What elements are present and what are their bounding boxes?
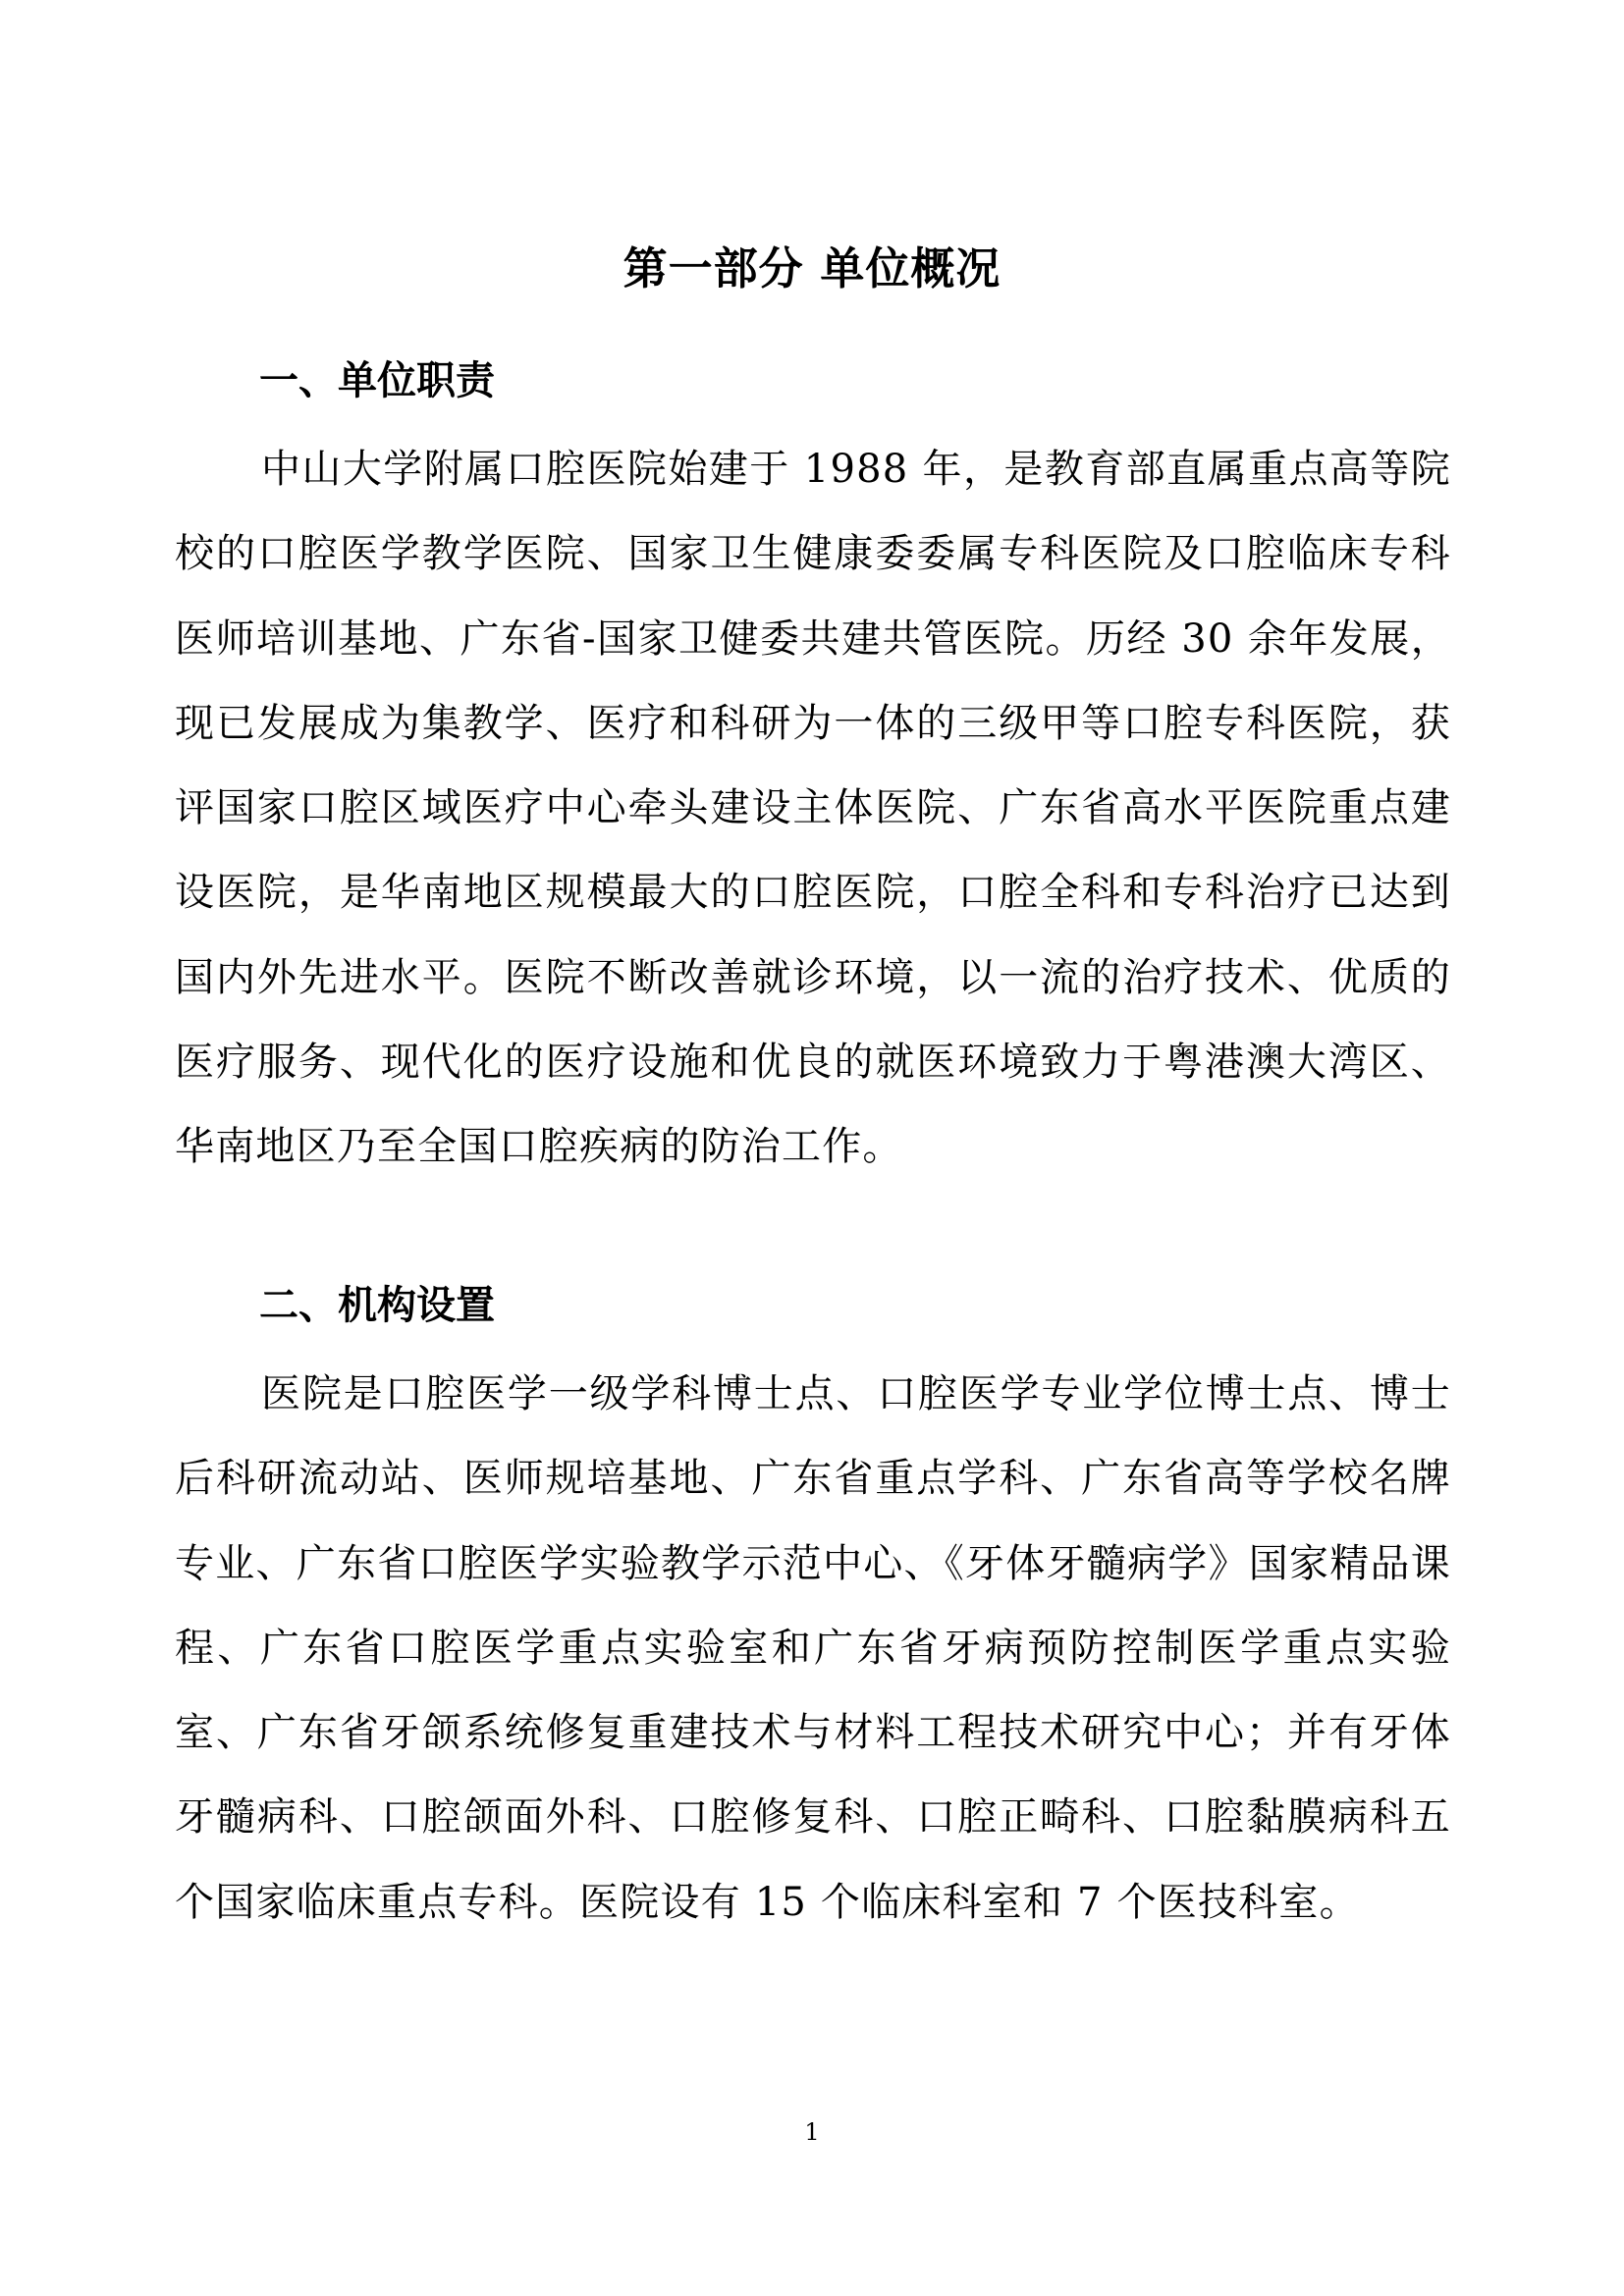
section-heading-unit-duties: 一、单位职责 bbox=[259, 358, 495, 403]
page-title: 第一部分 单位概况 bbox=[623, 242, 1001, 294]
section-paragraph-organization: 医院是口腔医学一级学科博士点、口腔医学专业学位博士点、博士后科研流动站、医师规培基地、广东省重点学科、广东省高等学校名牌专业、广东省口腔医学实验教学示范中心、《牙体牙髓病学》国家精品课程、广东省口腔医学重点实验室和广东省牙病预防控制医学重点实验室、广东省牙颌系统修复重建技术与材料工程技术研究中心；并有牙体牙髓病科、口腔颌面外科、口腔修复科、口腔正畸科、口腔黏膜病科五个国家临床重点专科。医院设有 15 个临床科室和 7 个医技科室。 bbox=[175, 1371, 1451, 1925]
section-paragraph-unit-duties: 中山大学附属口腔医院始建于 1988 年，是教育部直属重点高等院校的口腔医学教学医院、国家卫生健康委委属专科医院及口腔临床专科医师培训基地、广东省-国家卫健委共建共管医院。历经 30 余年发展，现已发展成为集教学、医疗和科研为一体的三级甲等口腔专科医院，获评国家口腔区域医疗中心牵头建设主体医院、广东省高水平医院重点建设医院，是华南地区规模最大的口腔医院，口腔全科和专科治疗已达到国内外先进水平。医院不断改善就诊环境，以一流的治疗技术、优质的医疗服务、现代化的医疗设施和优良的就医环境致力于粤港澳大湾区、华南地区乃至全国口腔疾病的防治工作。 bbox=[175, 447, 1451, 1170]
page-number: 1 bbox=[804, 2118, 820, 2146]
section-heading-organization: 二、机构设置 bbox=[259, 1283, 495, 1328]
